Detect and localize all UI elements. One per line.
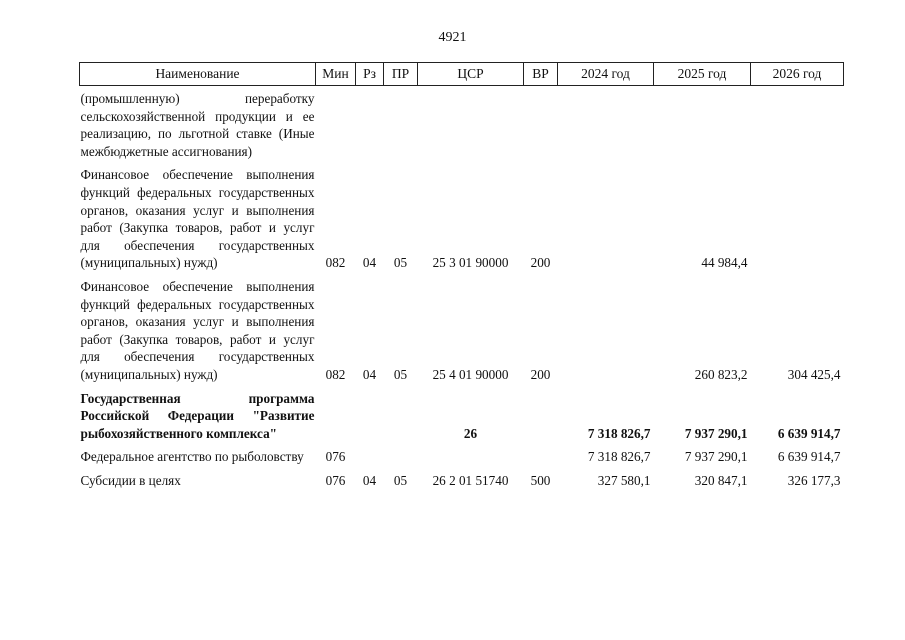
cell-rz: 04 <box>362 366 377 382</box>
cell-2025: 7 937 290,1 <box>684 449 748 465</box>
cell-pr <box>384 386 418 445</box>
col-header-csr: ЦСР <box>418 63 524 86</box>
cell-pr: 05 <box>393 366 408 382</box>
table-header-row <box>80 63 844 86</box>
cell-2026 <box>751 162 844 274</box>
cell-csr <box>418 444 524 468</box>
cell-csr <box>418 86 524 163</box>
col-header-min: Мин <box>316 63 356 86</box>
table-row <box>80 274 844 386</box>
cell-2025 <box>654 86 751 163</box>
cell-vr <box>524 444 558 468</box>
cell-min <box>316 86 356 163</box>
table-row <box>80 386 844 445</box>
cell-2025: 7 937 290,1 <box>684 425 748 441</box>
col-header-name: Наименование <box>80 63 316 86</box>
budget-table <box>79 62 844 491</box>
cell-2026 <box>751 86 844 163</box>
cell-pr <box>384 444 418 468</box>
col-header-2025: 2025 год <box>654 63 751 86</box>
cell-2025: 320 847,1 <box>694 472 748 488</box>
cell-vr <box>524 386 558 445</box>
cell-min <box>316 386 356 445</box>
cell-name: (промышленную) переработку сельскохозяйственной продукции и ее реализацию, по льготной ставке (Иные межбюджетные ассигнования) <box>80 91 315 159</box>
cell-name: Финансовое обеспечение выполнения функций федеральных государственных органов, оказания услуг и выполнения работ (Закупка товаров, работ и услуг для обеспечения государственных (муниципальных) нужд) <box>80 167 315 271</box>
table-row <box>80 444 844 468</box>
cell-pr: 05 <box>393 472 408 488</box>
cell-min: 082 <box>325 366 346 382</box>
col-header-2026: 2026 год <box>751 63 844 86</box>
cell-min: 082 <box>325 255 346 271</box>
col-header-rz: Рз <box>356 63 384 86</box>
cell-2024: 7 318 826,7 <box>587 425 651 441</box>
cell-pr: 05 <box>393 255 408 271</box>
cell-2026: 6 639 914,7 <box>777 425 841 441</box>
cell-vr: 200 <box>530 366 551 382</box>
cell-2026: 6 639 914,7 <box>777 449 841 465</box>
col-header-2024: 2024 год <box>558 63 654 86</box>
cell-csr: 25 4 01 90000 <box>432 366 509 382</box>
cell-2024: 327 580,1 <box>597 472 651 488</box>
cell-2024 <box>558 162 654 274</box>
cell-vr: 500 <box>530 472 551 488</box>
cell-min: 076 <box>325 449 346 465</box>
cell-name: Финансовое обеспечение выполнения функций федеральных государственных органов, оказания услуг и выполнения работ (Закупка товаров, работ и услуг для обеспечения государственных (муниципальных) нужд) <box>80 278 315 382</box>
cell-2025: 44 984,4 <box>701 255 748 271</box>
table-row <box>80 162 844 274</box>
table-row <box>80 468 844 492</box>
cell-rz: 04 <box>362 255 377 271</box>
cell-min: 076 <box>325 472 346 488</box>
cell-2025: 260 823,2 <box>694 366 748 382</box>
cell-name: Субсидии в целях <box>80 472 181 488</box>
cell-name: Государственная программа Российской Федерации "Развитие рыбохозяйственного комплекса" <box>80 390 315 441</box>
cell-2024: 7 318 826,7 <box>587 449 651 465</box>
cell-csr: 25 3 01 90000 <box>432 255 509 271</box>
cell-rz <box>356 444 384 468</box>
cell-name: Федеральное агентство по рыболовству <box>80 449 304 465</box>
cell-csr: 26 <box>463 425 478 441</box>
cell-rz <box>356 86 384 163</box>
cell-2024 <box>558 274 654 386</box>
cell-vr: 200 <box>530 255 551 271</box>
col-header-pr: ПР <box>384 63 418 86</box>
cell-2026: 326 177,3 <box>787 472 841 488</box>
cell-rz <box>356 386 384 445</box>
page-number: 4921 <box>438 30 467 45</box>
cell-pr <box>384 86 418 163</box>
cell-rz: 04 <box>362 472 377 488</box>
cell-csr: 26 2 01 51740 <box>432 472 509 488</box>
cell-vr <box>524 86 558 163</box>
cell-2024 <box>558 86 654 163</box>
table-row <box>80 86 844 163</box>
col-header-vr: ВР <box>524 63 558 86</box>
cell-2026: 304 425,4 <box>787 366 841 382</box>
